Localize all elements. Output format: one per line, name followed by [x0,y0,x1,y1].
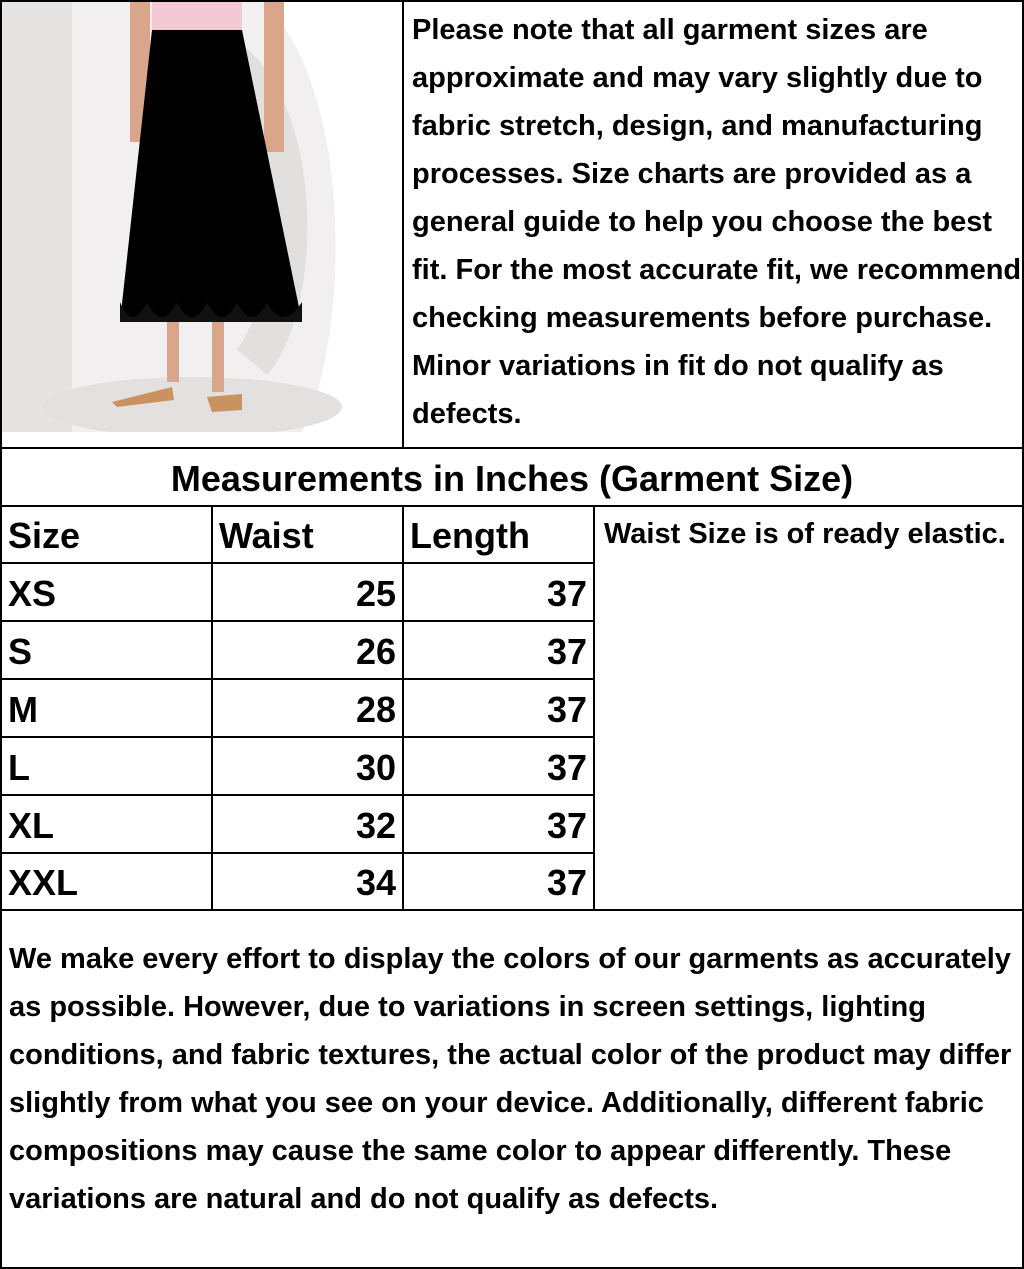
header-length: Length [410,515,530,556]
table-title: Measurements in Inches (Garment Size) [170,458,854,499]
waist-cell: 34 [355,862,396,903]
size-cell: L [8,747,30,788]
length-cell: 37 [546,862,587,903]
color-disclaimer: We make every effort to display the colors of our garments as accurately as possible. However, due to variations in screen settings, lighting conditions, and fabric textures, the actual color of the product may differ slightly from what you see on your device. Additionally, different fabric compositions may cause the same color to appear differently. These variations are natural and do not qualify as defects. [9,943,1012,1215]
size-cell: XXL [8,862,79,903]
waist-cell: 32 [355,805,396,846]
size-cell: XS [8,573,57,614]
size-cell: S [8,631,33,672]
length-cell: 37 [546,747,587,788]
product-photo [2,2,346,432]
header-waist: Waist [219,515,314,556]
waist-cell: 26 [355,631,396,672]
length-cell: 37 [546,805,587,846]
waist-cell: 28 [355,689,396,730]
length-cell: 37 [546,631,587,672]
size-cell: XL [8,805,55,846]
waist-cell: 25 [355,573,396,614]
size-disclaimer: Please note that all garment sizes are approximate and may vary slightly due to fabric stretch, design, and manufacturing processes. Size charts are provided as a general guide to help you choose the best fit. For the most accurate fit, we recommend checking measurements before purchase. Minor variations in fit do not qualify as defects. [412,14,1022,430]
waist-note: Waist Size is of ready elastic. [604,518,1006,550]
length-cell: 37 [546,689,587,730]
length-cell: 37 [546,573,587,614]
size-cell: M [8,689,38,730]
header-size: Size [8,515,81,556]
waist-cell: 30 [355,747,396,788]
